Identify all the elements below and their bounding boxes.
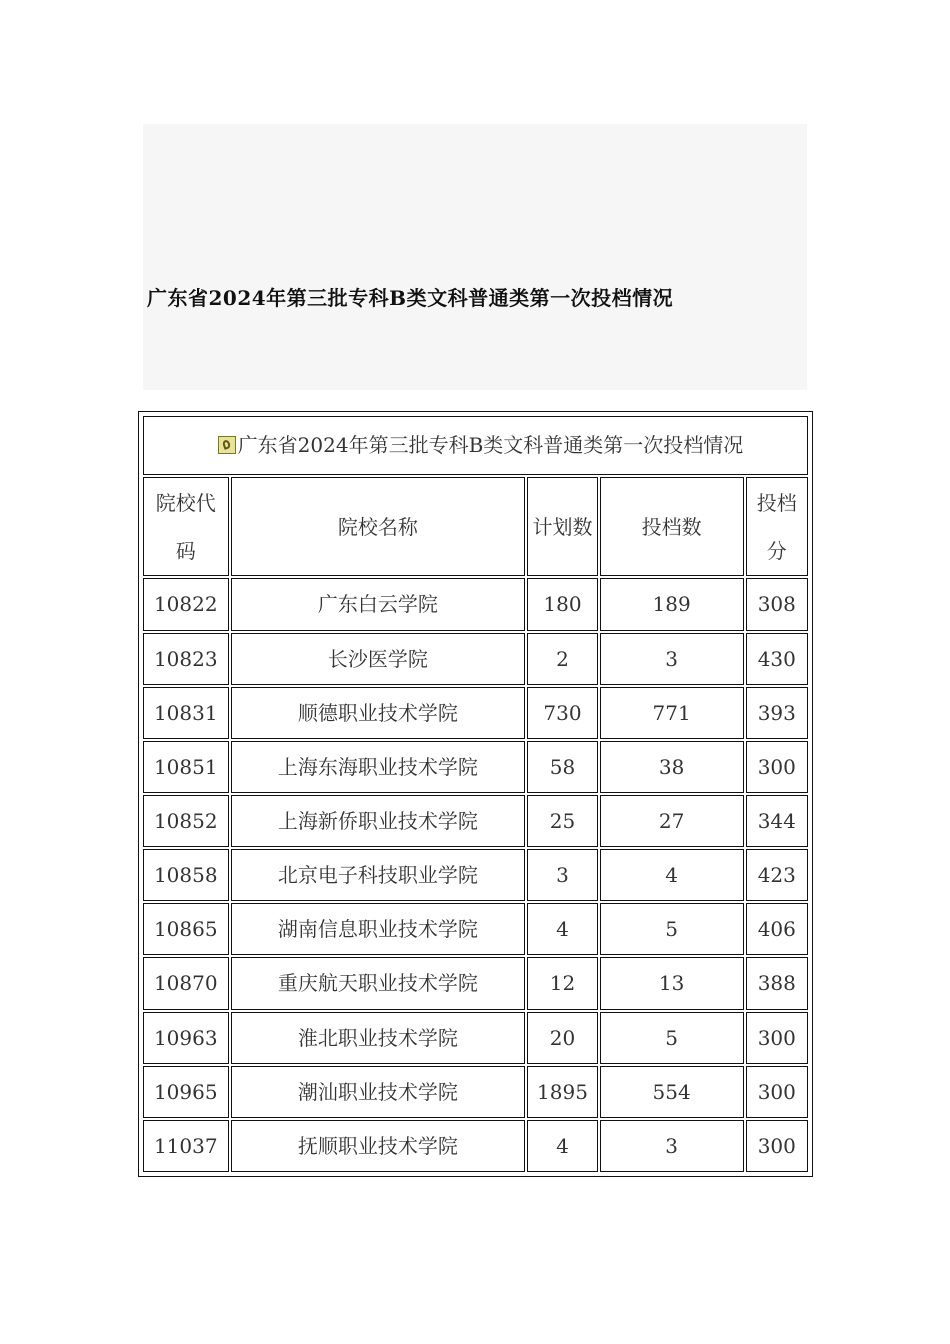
document-icon bbox=[218, 436, 236, 454]
table-row bbox=[143, 633, 808, 685]
table-row bbox=[143, 903, 808, 955]
table-row bbox=[143, 1066, 808, 1118]
cell-code: 10822 bbox=[143, 578, 229, 630]
cell-admitted: 3 bbox=[600, 1120, 744, 1172]
cell-code: 10823 bbox=[143, 633, 229, 685]
cell-score: 300 bbox=[746, 1066, 808, 1118]
cell-score: 344 bbox=[746, 795, 808, 847]
cell-score: 430 bbox=[746, 633, 808, 685]
cell-name: 湖南信息职业技术学院 bbox=[231, 903, 526, 955]
cell-code: 10852 bbox=[143, 795, 229, 847]
cell-name: 顺德职业技术学院 bbox=[231, 687, 526, 739]
page-title: 广东省2024年第三批专科B类文科普通类第一次投档情况 bbox=[147, 286, 674, 310]
cell-score: 308 bbox=[746, 578, 808, 630]
cell-name: 长沙医学院 bbox=[231, 633, 526, 685]
cell-plan: 3 bbox=[527, 849, 597, 901]
cell-code: 10858 bbox=[143, 849, 229, 901]
cell-name: 重庆航天职业技术学院 bbox=[231, 957, 526, 1009]
cell-name: 抚顺职业技术学院 bbox=[231, 1120, 526, 1172]
column-header-name: 院校名称 bbox=[231, 477, 526, 576]
cell-plan: 58 bbox=[527, 741, 597, 793]
cell-score: 423 bbox=[746, 849, 808, 901]
cell-name: 北京电子科技职业学院 bbox=[231, 849, 526, 901]
table-row bbox=[143, 1120, 808, 1172]
table-row bbox=[143, 687, 808, 739]
cell-code: 10963 bbox=[143, 1012, 229, 1064]
cell-score: 393 bbox=[746, 687, 808, 739]
cell-admitted: 3 bbox=[600, 633, 744, 685]
cell-code: 11037 bbox=[143, 1120, 229, 1172]
column-header-admitted: 投档数 bbox=[600, 477, 744, 576]
cell-plan: 25 bbox=[527, 795, 597, 847]
cell-plan: 12 bbox=[527, 957, 597, 1009]
cell-name: 上海新侨职业技术学院 bbox=[231, 795, 526, 847]
cell-name: 上海东海职业技术学院 bbox=[231, 741, 526, 793]
cell-code: 10870 bbox=[143, 957, 229, 1009]
title-banner bbox=[143, 124, 807, 390]
cell-name: 潮汕职业技术学院 bbox=[231, 1066, 526, 1118]
table-row bbox=[143, 795, 808, 847]
cell-code: 10865 bbox=[143, 903, 229, 955]
table-row bbox=[143, 1012, 808, 1064]
cell-plan: 1895 bbox=[527, 1066, 597, 1118]
cell-admitted: 5 bbox=[600, 903, 744, 955]
cell-admitted: 554 bbox=[600, 1066, 744, 1118]
column-header-plan: 计划数 bbox=[527, 477, 597, 576]
column-header-code: 院校代码 bbox=[143, 477, 229, 576]
cell-admitted: 38 bbox=[600, 741, 744, 793]
table-row bbox=[143, 957, 808, 1009]
table-caption-text: 广东省2024年第三批专科B类文科普通类第一次投档情况 bbox=[237, 433, 744, 458]
column-header-score: 投档分 bbox=[746, 477, 808, 576]
cell-code: 10831 bbox=[143, 687, 229, 739]
cell-admitted: 189 bbox=[600, 578, 744, 630]
table-row bbox=[143, 578, 808, 630]
cell-score: 300 bbox=[746, 741, 808, 793]
admission-table bbox=[141, 414, 810, 1174]
cell-score: 406 bbox=[746, 903, 808, 955]
cell-name: 淮北职业技术学院 bbox=[231, 1012, 526, 1064]
cell-admitted: 5 bbox=[600, 1012, 744, 1064]
cell-plan: 180 bbox=[527, 578, 597, 630]
cell-admitted: 13 bbox=[600, 957, 744, 1009]
table-caption bbox=[143, 416, 808, 475]
cell-score: 388 bbox=[746, 957, 808, 1009]
table-row bbox=[143, 741, 808, 793]
admission-table-container bbox=[138, 411, 813, 1177]
cell-score: 300 bbox=[746, 1012, 808, 1064]
cell-plan: 4 bbox=[527, 903, 597, 955]
cell-score: 300 bbox=[746, 1120, 808, 1172]
cell-code: 10851 bbox=[143, 741, 229, 793]
table-caption-row bbox=[143, 416, 808, 475]
table-row bbox=[143, 849, 808, 901]
cell-admitted: 27 bbox=[600, 795, 744, 847]
cell-name: 广东白云学院 bbox=[231, 578, 526, 630]
table-header-row bbox=[143, 477, 808, 576]
cell-plan: 730 bbox=[527, 687, 597, 739]
cell-plan: 2 bbox=[527, 633, 597, 685]
cell-plan: 4 bbox=[527, 1120, 597, 1172]
cell-code: 10965 bbox=[143, 1066, 229, 1118]
cell-admitted: 4 bbox=[600, 849, 744, 901]
cell-admitted: 771 bbox=[600, 687, 744, 739]
cell-plan: 20 bbox=[527, 1012, 597, 1064]
